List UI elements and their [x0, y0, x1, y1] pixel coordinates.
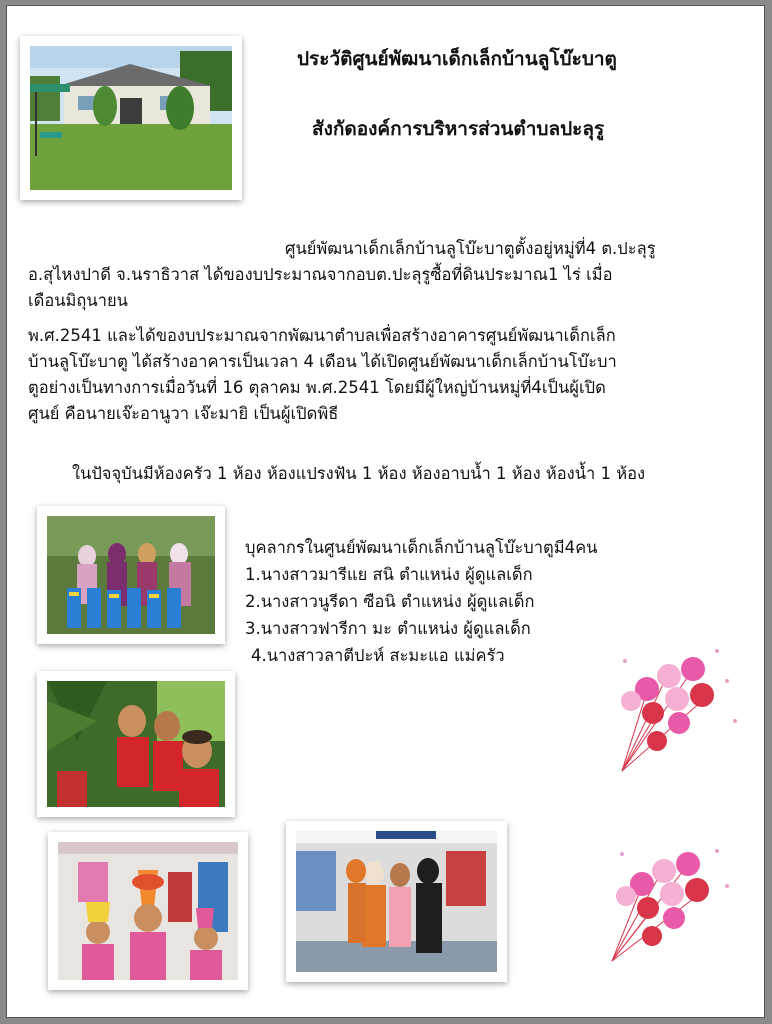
teachers-photo	[286, 821, 507, 982]
history-line-5: บ้านลูโบ๊ะบาตู ได้สร้างอาคารเป็นเวลา 4 เดือน ได้เปิดศูนย์พัฒนาเด็กเล็กบ้านโบ๊ะบา	[28, 352, 617, 371]
history-line-2: อ.สุไหงปาดี จ.นราธิวาส ได้ของบประมาณจากอบต.ปะลุรูซื้อที่ดินประมาณ1 ไร่ เมื่อ	[28, 265, 613, 284]
history-line-3: เดือนมิถุนายน	[28, 291, 128, 310]
costume-image	[58, 842, 238, 980]
page-title: ประวัติศูนย์พัฒนาเด็กเล็กบ้านลูโบ๊ะบาตู	[297, 48, 617, 70]
group-image	[47, 516, 215, 634]
history-line-1: ศูนย์พัฒนาเด็กเล็กบ้านลูโบ๊ะบาตูตั้งอยู่หมู่ที่4 ต.ปะลุรู	[285, 239, 656, 258]
page-subtitle: สังกัดองค์การบริหารส่วนตำบลปะลุรู	[312, 118, 605, 140]
building-image	[30, 46, 232, 190]
history-line-6: ตูอย่างเป็นทางการเมื่อวันที่ 16 ตุลาคม พ.ศ.2541 โดยมีผู้ใหญ่บ้านหมู่ที่4เป็นผู้เปิด	[28, 378, 606, 397]
building-photo	[20, 36, 242, 200]
staff-section	[245, 534, 597, 669]
staff-member-1: 1.นางสาวมารีแย สนิ ตำแหน่ง ผู้ดูแลเด็ก	[245, 565, 533, 584]
costume-photo	[48, 832, 248, 990]
group-photo	[37, 506, 225, 644]
document-page	[6, 5, 765, 1018]
children-image	[47, 681, 225, 807]
staff-member-4: 4.นางสาวลาตีปะห์ สะมะแอ แม่ครัว	[251, 646, 505, 665]
staff-member-2: 2.นางสาวนูรีดา ซือนิ ตำแหน่ง ผู้ดูแลเด็ก	[245, 592, 535, 611]
balloons-decoration-top	[607, 631, 747, 781]
history-line-4: พ.ศ.2541 และได้ของบประมาณจากพัฒนาตำบลเพื่อสร้างอาคารศูนย์พัฒนาเด็กเล็ก	[28, 326, 616, 345]
rooms-line: ในปัจจุบันมีห้องครัว 1 ห้อง ห้องแปรงฟัน 1 ห้อง ห้องอาบน้ำ 1 ห้อง ห้องน้ำ 1 ห้อง	[72, 464, 646, 483]
teachers-image	[296, 831, 497, 972]
staff-member-3: 3.นางสาวฟารีกา มะ ตำแหน่ง ผู้ดูแลเด็ก	[245, 619, 531, 638]
staff-heading: บุคลากรในศูนย์พัฒนาเด็กเล็กบ้านลูโบ๊ะบาตูมี4คน	[245, 538, 598, 557]
children-photo	[37, 671, 235, 817]
balloons-decoration-bottom	[602, 826, 742, 976]
history-line-7: ศูนย์ คือนายเจ๊ะอานูวา เจ๊ะมายิ เป็นผู้เปิดพิธี	[28, 404, 339, 423]
